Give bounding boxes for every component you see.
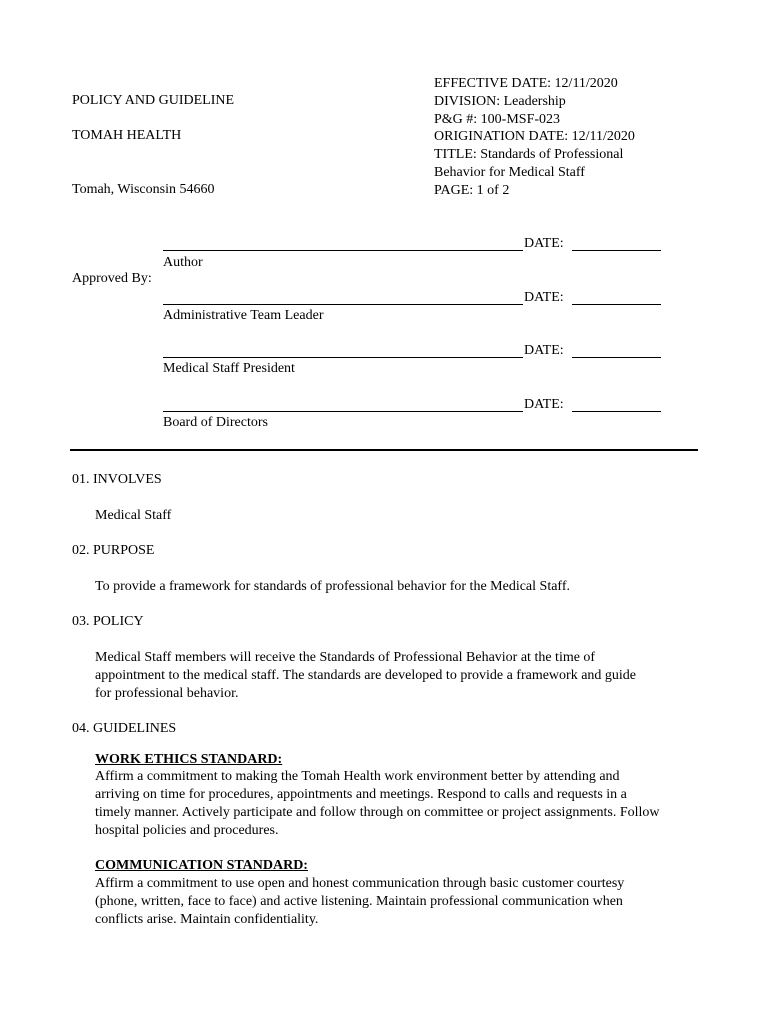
effective-date: EFFECTIVE DATE: 12/11/2020 [434, 76, 618, 91]
policy-line: appointment to the medical staff. The standards are developed to provide a framework and guide [95, 668, 637, 683]
signer-label: Administrative Team Leader [163, 308, 324, 323]
title-line-1: TITLE: Standards of Professional [434, 147, 624, 162]
organization-location: Tomah, Wisconsin 54660 [72, 182, 215, 197]
policy-line: Medical Staff members will receive the Standards of Professional Behavior at the time of [95, 650, 596, 665]
work-ethics-line: timely manner. Actively participate and follow through on committee or project assignments. Follow [95, 805, 660, 820]
approved-by-label: Approved By: [72, 271, 152, 286]
work-ethics-line: arriving on time for procedures, appointments and meetings. Respond to calls and requests in a [95, 787, 627, 802]
section-heading-purpose: 02. PURPOSE [72, 543, 155, 558]
date-line [572, 250, 661, 251]
section-heading-guidelines: 04. GUIDELINES [72, 721, 177, 736]
signer-label: Medical Staff President [163, 361, 295, 376]
section-heading-involves: 01. INVOLVES [72, 472, 162, 487]
communication-line: (phone, written, face to face) and active listening. Maintain professional communication when [95, 894, 623, 909]
signature-line-staff-president [163, 357, 523, 358]
page-number: PAGE: 1 of 2 [434, 183, 510, 198]
section-body-purpose: To provide a framework for standards of professional behavior for the Medical Staff. [95, 579, 570, 594]
communication-line: conflicts arise. Maintain confidentiality. [95, 912, 319, 927]
work-ethics-line: Affirm a commitment to making the Tomah Health work environment better by attending and [95, 769, 620, 784]
pg-number: P&G #: 100-MSF-023 [434, 112, 561, 127]
work-ethics-line: hospital policies and procedures. [95, 823, 279, 838]
date-label: DATE: [524, 397, 564, 412]
policy-line: for professional behavior. [95, 686, 239, 701]
section-body-involves: Medical Staff [95, 508, 172, 523]
title-line-2: Behavior for Medical Staff [434, 165, 585, 180]
organization-name: TOMAH HEALTH [72, 128, 182, 143]
signer-label: Board of Directors [163, 415, 268, 430]
date-line [572, 411, 661, 412]
date-label: DATE: [524, 343, 564, 358]
header-divider [70, 449, 698, 451]
signature-line-board [163, 411, 523, 412]
date-line [572, 304, 661, 305]
date-line [572, 357, 661, 358]
division: DIVISION: Leadership [434, 94, 566, 109]
date-label: DATE: [524, 236, 564, 251]
communication-standard-heading: COMMUNICATION STANDARD: [95, 858, 308, 873]
date-label: DATE: [524, 290, 564, 305]
signature-line-team-leader [163, 304, 523, 305]
origination-date: ORIGINATION DATE: 12/11/2020 [434, 129, 635, 144]
document-type: POLICY AND GUIDELINE [72, 93, 235, 108]
work-ethics-standard-heading: WORK ETHICS STANDARD: [95, 752, 283, 767]
section-heading-policy: 03. POLICY [72, 614, 144, 629]
signer-label: Author [163, 255, 203, 270]
communication-line: Affirm a commitment to use open and honest communication through basic customer courtesy [95, 876, 625, 891]
signature-line-author [163, 250, 523, 251]
